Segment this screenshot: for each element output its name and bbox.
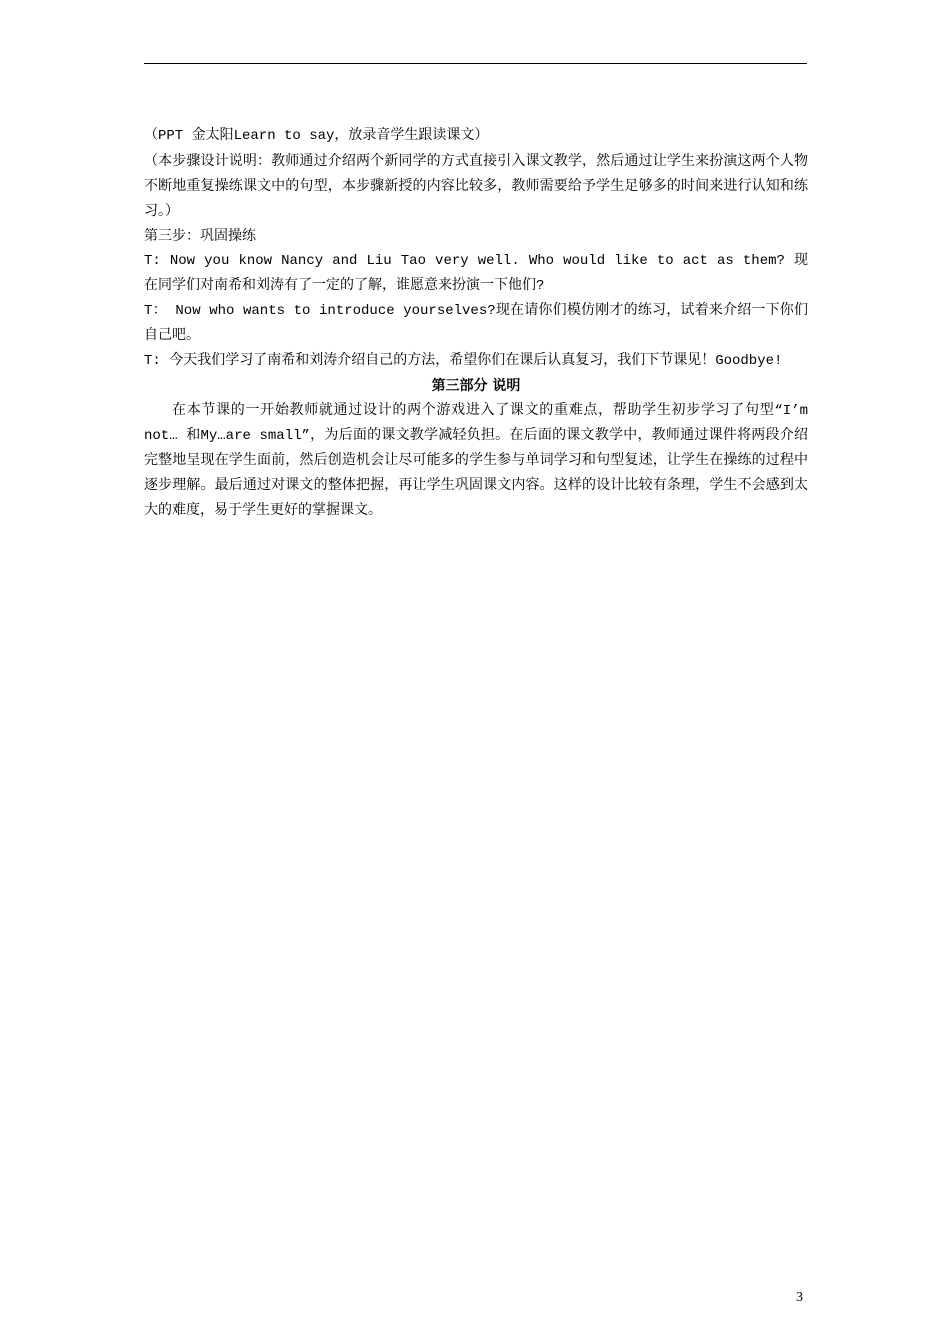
document-body: [144, 124, 808, 524]
page-number: 3: [796, 1290, 803, 1305]
header-rule: [144, 63, 807, 64]
section-title: 第三部分 说明: [431, 378, 521, 394]
paragraph-summary: 在本节课的一开始教师就通过设计的两个游戏进入了课文的重难点，帮助学生初步学习了句型“I’m not… 和My…are small”，为后面的课文教学减轻负担。在后面的课文教学中，教师通过课件将两段介绍完整地呈现在学生面前，然后创造机会让尽可能多的学生参与单词学习和句型复述，让学生在操练的过程中逐步理解。最后通过对课文的整体把握，再让学生巩固课文内容。这样的设计比较有条理，学生不会感到太大的难度，易于学生更好的掌握课文。: [144, 403, 808, 519]
paragraph-teacher-act: T: Now you know Nancy and Liu Tao very well. Who would like to act as them? 现在同学们对南希和刘涛有了一定的了解，谁愿意来扮演一下他们?: [144, 253, 808, 294]
paragraph-teacher-introduce: T： Now who wants to introduce yourselves?现在请你们模仿刚才的练习，试着来介绍一下你们自己吧。: [144, 303, 808, 344]
paragraph-step-three: 第三步：巩固操练: [144, 228, 256, 244]
paragraph-design-note: （本步骤设计说明：教师通过介绍两个新同学的方式直接引入课文教学，然后通过让学生来扮演这两个人物不断地重复操练课文中的句型，本步骤新授的内容比较多，教师需要给予学生足够多的时间来进行认知和练习。）: [144, 153, 808, 219]
paragraph-ppt-note: （PPT 金太阳Learn to say，放录音学生跟读课文）: [144, 128, 489, 144]
paragraph-teacher-goodbye: T: 今天我们学习了南希和刘涛介绍自己的方法，希望你们在课后认真复习，我们下节课见！Goodbye!: [144, 353, 783, 369]
